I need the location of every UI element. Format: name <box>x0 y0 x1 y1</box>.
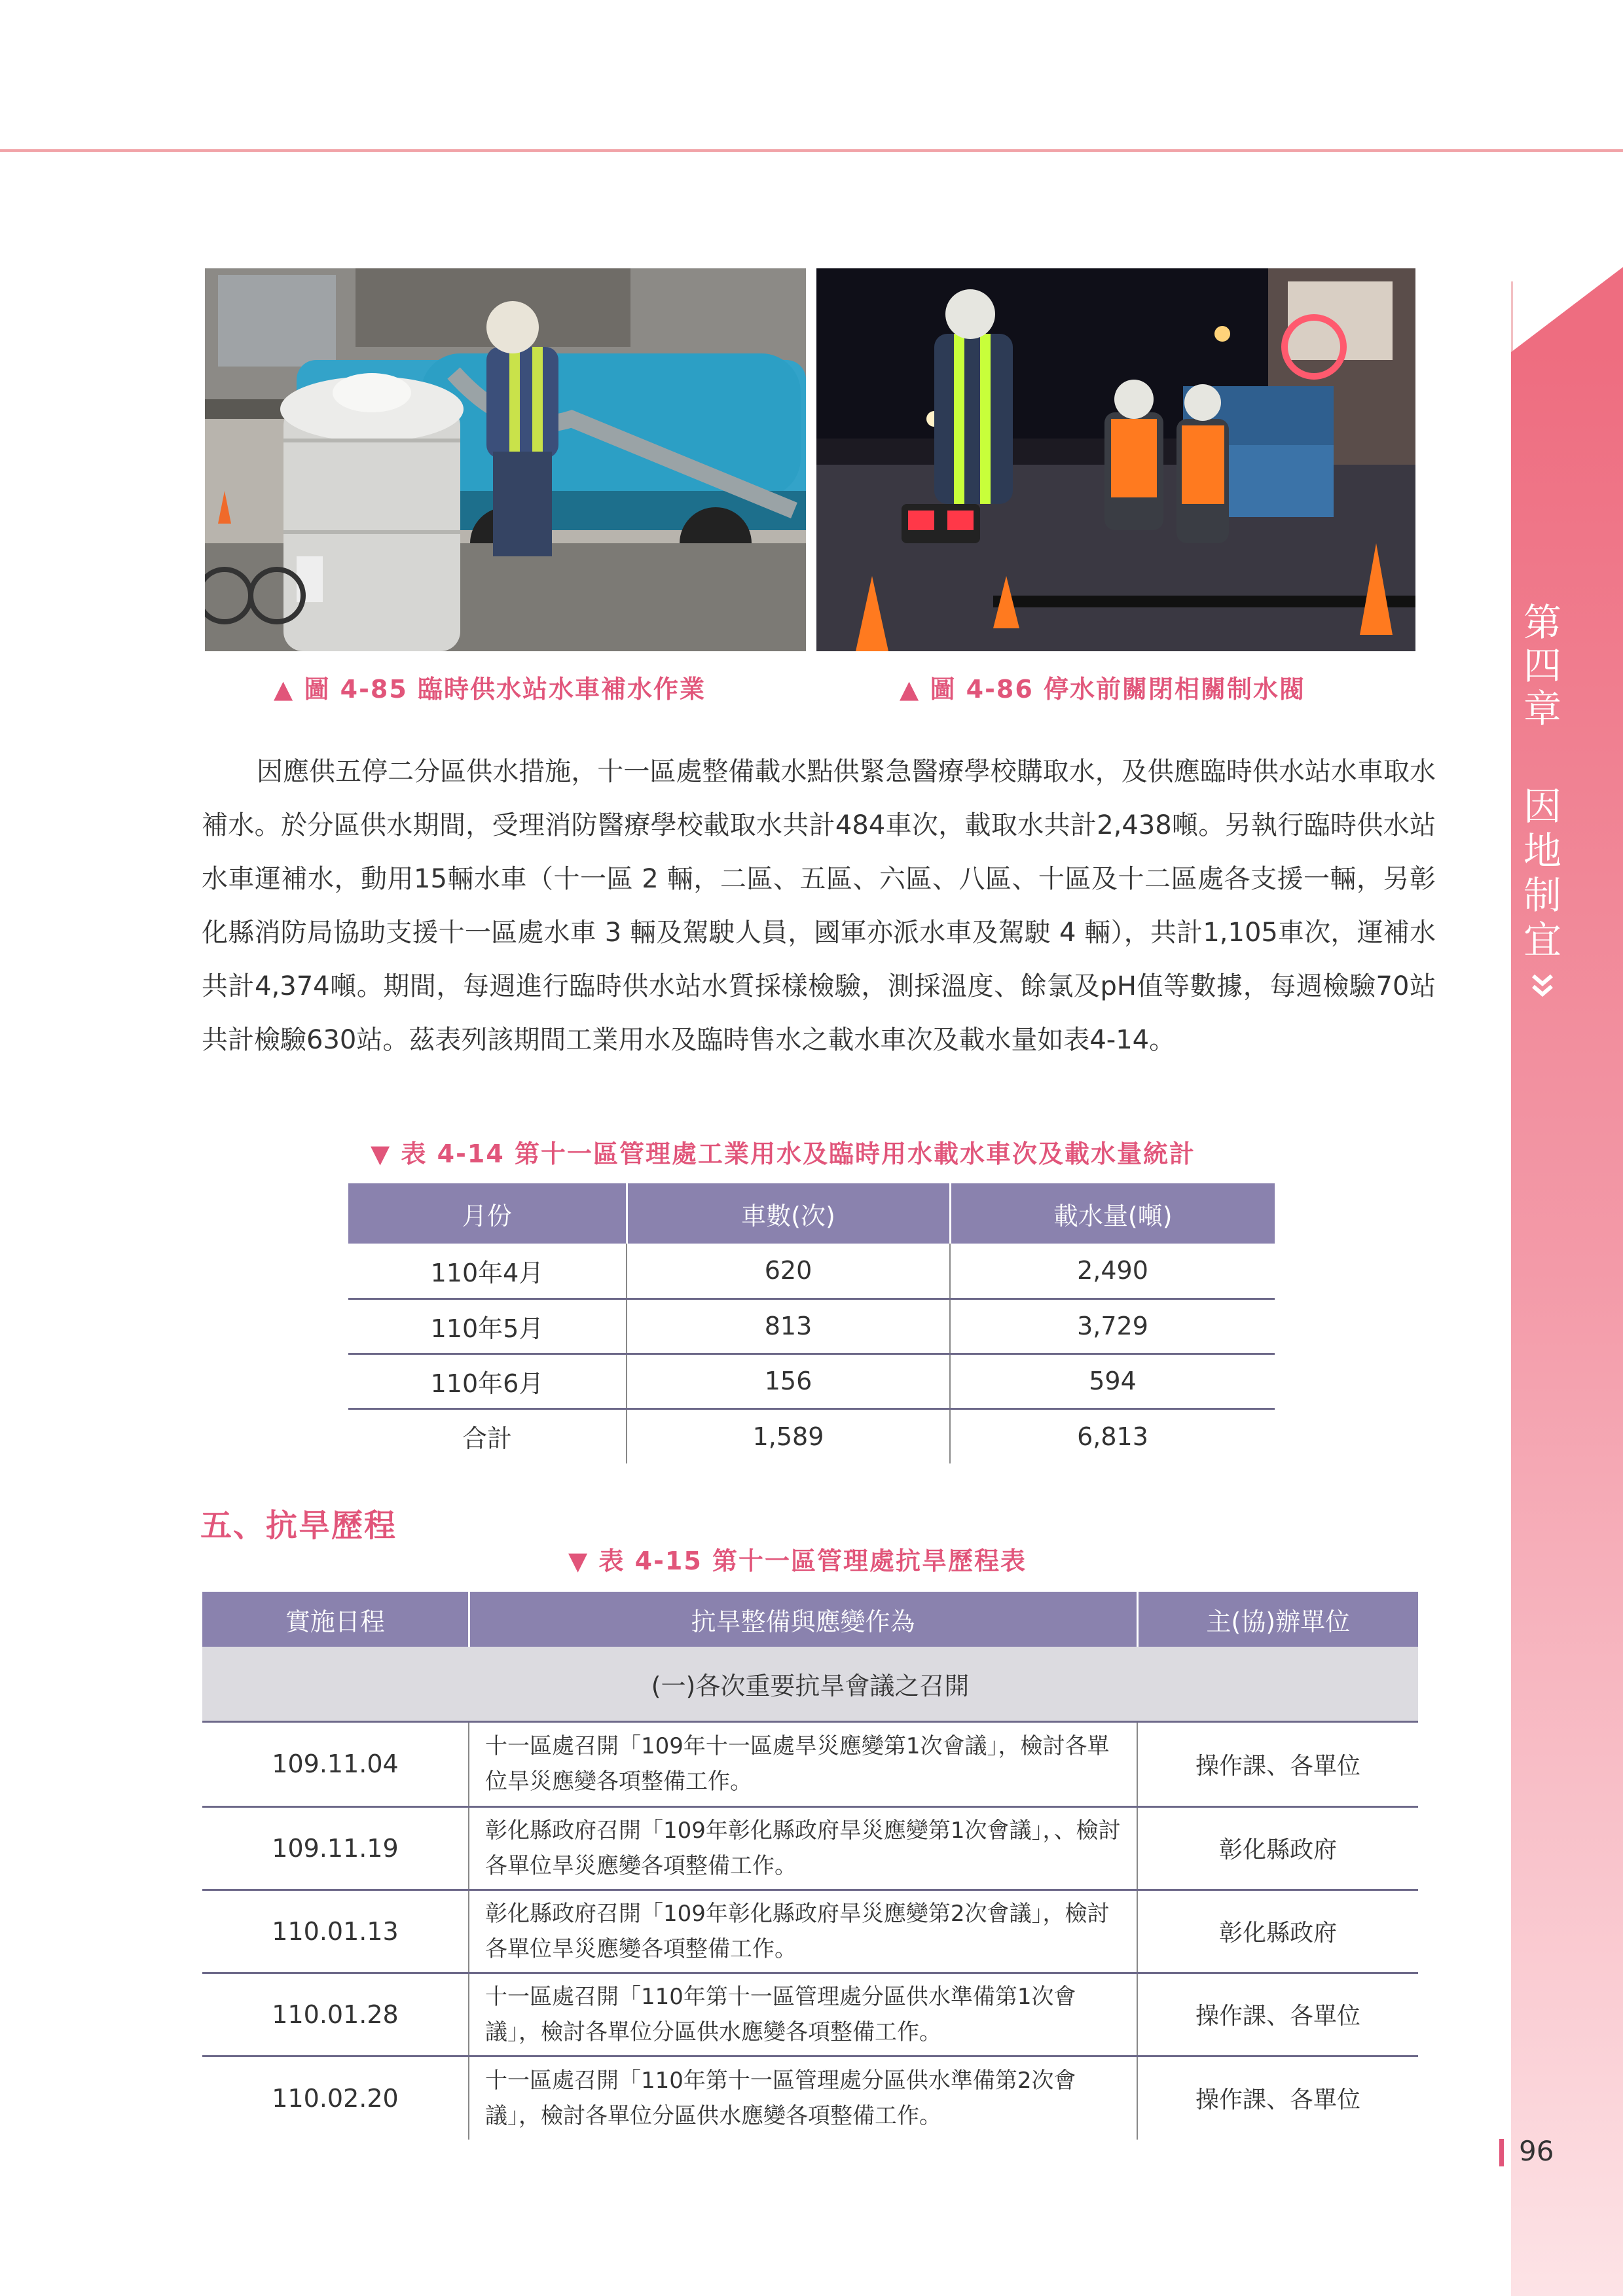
table-4-14-header-month: 月份 <box>348 1183 627 1244</box>
table-row <box>348 1244 1275 1299</box>
table-cell-date: 109.11.19 <box>202 1806 469 1890</box>
page-number-marker <box>1499 2139 1504 2166</box>
table-cell-unit: 操作課、各單位 <box>1195 1752 1360 1780</box>
table-row <box>348 1299 1275 1354</box>
table-4-14-header-trips: 車數(次) <box>627 1183 950 1244</box>
table-cell-date: 110.02.20 <box>202 2056 469 2140</box>
table-cell-unit: 操作課、各單位 <box>1195 2087 1360 2114</box>
section-heading: 五、抗旱歷程 <box>200 1507 397 1544</box>
table-cell-unit: 操作課、各單位 <box>1195 2003 1360 2030</box>
table-4-14-title: ▼ 表 4-14 第十一區管理處工業用水及臨時用水載水車次及載水量統計 <box>371 1139 1196 1168</box>
table-row <box>202 1973 1418 2056</box>
table-row <box>202 1890 1418 1973</box>
table-row-total <box>348 1408 1275 1463</box>
table-cell-action: 十一區處召開「110年第十一區管理處分區供水準備第2次會議」，檢討各單位分區供水應變各項整備工作。 <box>469 2056 1137 2140</box>
chapter-side-tab <box>1511 267 1623 2296</box>
table-cell: 110年5月 <box>348 1299 627 1354</box>
table-cell: 110年4月 <box>348 1244 627 1299</box>
table-row <box>202 1806 1418 1890</box>
body-paragraph: 因應供五停二分區供水措施，十一區處整備載水點供緊急醫療學校購取水，及供應臨時供水站水車取水補水。於分區供水期間，受理消防醫療學校載取水共計484車次，載取水共計2,438噸。另執行臨時供水站水車運補水，動用15輛水車（十一區 2 輛，二區、五區、六區、八區、十區及十二區處各支援一輛，另彰化縣消防局協助支援十一區處水車 3 輛及駕駛人員，國軍亦派水車及駕駛 4 輛），共計1,105車次，運補水共計4,374噸。期間，每週進行臨時供水站水質採樣檢驗，測採溫度、餘氯及pH值等數據，每週檢驗70站共計檢驗630站。茲表列該期間工業用水及臨時售水之載水車次及載水量如表4-14。 <box>202 757 1436 1055</box>
table-4-15-header-action: 抗旱整備與應變作為 <box>469 1592 1137 1647</box>
double-chevron-down-icon <box>1529 972 1556 998</box>
table-cell-unit: 彰化縣政府 <box>1218 1837 1337 1863</box>
table-cell-action: 十一區處召開「110年第十一區管理處分區供水準備第1次會議」，檢討各單位分區供水應變各項整備工作。 <box>469 1973 1137 2056</box>
table-cell: 110年6月 <box>348 1354 627 1408</box>
header-rule <box>0 149 1623 152</box>
table-row <box>348 1354 1275 1408</box>
table-cell-action: 十一區處召開「109年十一區處旱災應變第1次會議」，檢討各單位旱災應變各項整備工作。 <box>469 1721 1137 1806</box>
photo-night-valve-closing <box>816 268 1415 651</box>
chapter-subtitle: 因 地 制 宜 <box>1523 784 1561 962</box>
table-cell: 594 <box>1089 1367 1137 1395</box>
table-cell-date: 109.11.04 <box>202 1721 469 1806</box>
table-cell: 3,729 <box>1077 1312 1148 1340</box>
table-cell-date: 110.01.13 <box>202 1890 469 1973</box>
table-4-15-header-date: 實施日程 <box>202 1592 469 1647</box>
figure-caption-4-85: ▲ 圖 4-85 臨時供水站水車補水作業 <box>274 675 706 704</box>
chapter-label: 第 四 章 <box>1523 600 1561 731</box>
table-cell-date: 110.01.28 <box>202 1973 469 2056</box>
table-4-15-header-unit: 主(協)辦單位 <box>1137 1592 1418 1647</box>
table-group-row <box>202 1647 1418 1721</box>
table-4-15 <box>202 1592 1418 2140</box>
table-cell-unit: 彰化縣政府 <box>1218 1920 1337 1946</box>
table-cell-action: 彰化縣政府召開「109年彰化縣政府旱災應變第2次會議」，檢討各單位旱災應變各項整備工作。 <box>469 1890 1137 1973</box>
table-cell: 1,589 <box>627 1408 950 1463</box>
page-number: 96 <box>1519 2135 1554 2167</box>
table-cell: 620 <box>627 1244 950 1299</box>
table-4-14-header-volume: 載水量(噸) <box>950 1183 1275 1244</box>
figure-caption-4-86: ▲ 圖 4-86 停水前關閉相關制水閥 <box>900 675 1306 704</box>
table-group-label: (一)各次重要抗旱會議之召開 <box>202 1647 1418 1721</box>
table-4-15-title: ▼ 表 4-15 第十一區管理處抗旱歷程表 <box>568 1547 1027 1575</box>
table-cell: 156 <box>627 1354 950 1408</box>
table-cell-action: 彰化縣政府召開「109年彰化縣政府旱災應變第1次會議」，、檢討各單位旱災應變各項整備工作。 <box>469 1806 1137 1890</box>
table-cell: 2,490 <box>1077 1256 1148 1285</box>
table-row <box>202 2056 1418 2140</box>
table-cell: 合計 <box>348 1408 627 1463</box>
table-cell: 6,813 <box>1077 1422 1148 1451</box>
photo-water-truck-refill <box>205 268 806 651</box>
table-row <box>202 1721 1418 1806</box>
table-4-14 <box>348 1183 1275 1463</box>
table-cell: 813 <box>627 1299 950 1354</box>
